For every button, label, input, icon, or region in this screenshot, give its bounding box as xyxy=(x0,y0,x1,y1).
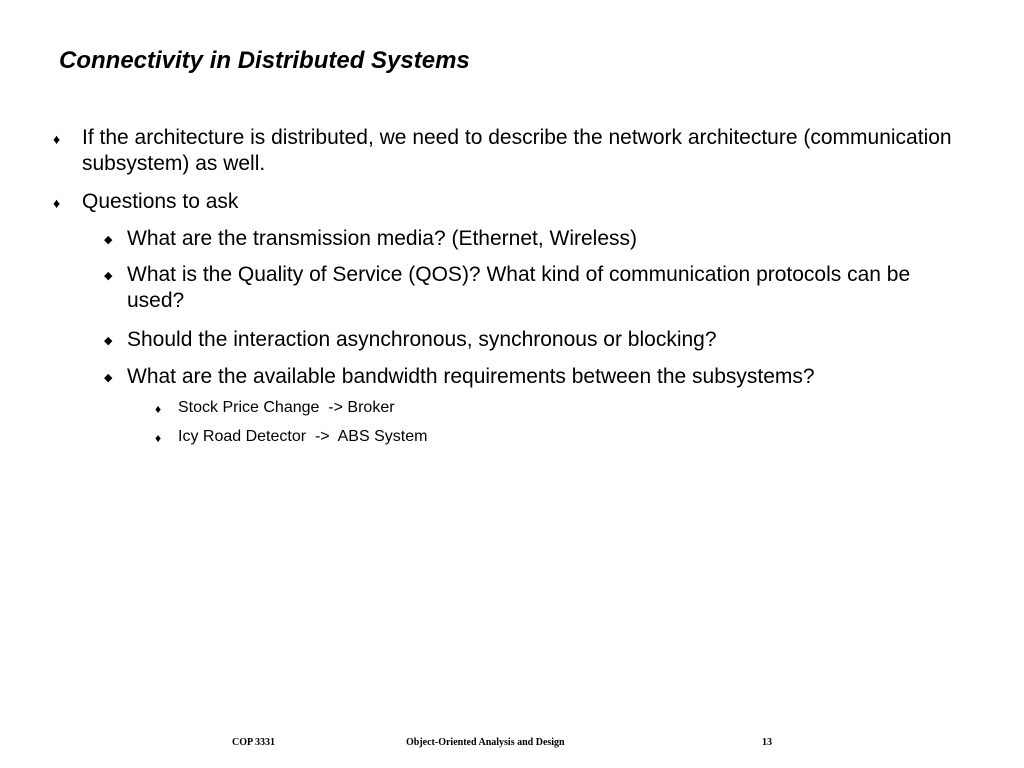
sub-bullet-item: What are the available bandwidth requirements between the subsystems? xyxy=(127,365,815,388)
sub-sub-bullet-item: Icy Road Detector -> ABS System xyxy=(178,428,428,445)
sub-bullet-item: Should the interaction asynchronous, synchronous or blocking? xyxy=(127,328,717,351)
bullet-item: If the architecture is distributed, we need to describe the network architecture (communication subsystem) as well. xyxy=(82,126,952,175)
diamond-bullet-icon: ◆ xyxy=(104,372,113,384)
diamond-bullet-icon: ♦ xyxy=(53,195,61,211)
diamond-bullet-icon: ◆ xyxy=(104,335,113,347)
sub-sub-bullet-item: Stock Price Change -> Broker xyxy=(178,399,395,416)
diamond-bullet-icon: ♦ xyxy=(53,131,61,147)
diamond-bullet-icon: ◆ xyxy=(104,270,113,282)
slide-title: Connectivity in Distributed Systems xyxy=(59,47,470,74)
bullet-item: Questions to ask xyxy=(82,190,239,213)
sub-bullet-item: What are the transmission media? (Ethernet, Wireless) xyxy=(127,227,638,250)
footer-course: COP 3331 xyxy=(232,737,276,748)
footer-page-number: 13 xyxy=(762,737,772,748)
footer-subject: Object-Oriented Analysis and Design xyxy=(406,737,565,748)
diamond-bullet-icon: ♦ xyxy=(155,431,162,445)
sub-bullet-item: What is the Quality of Service (QOS)? What kind of communication protocols can be used? xyxy=(127,263,911,312)
diamond-bullet-icon: ♦ xyxy=(155,402,162,416)
diamond-bullet-icon: ◆ xyxy=(104,234,113,246)
